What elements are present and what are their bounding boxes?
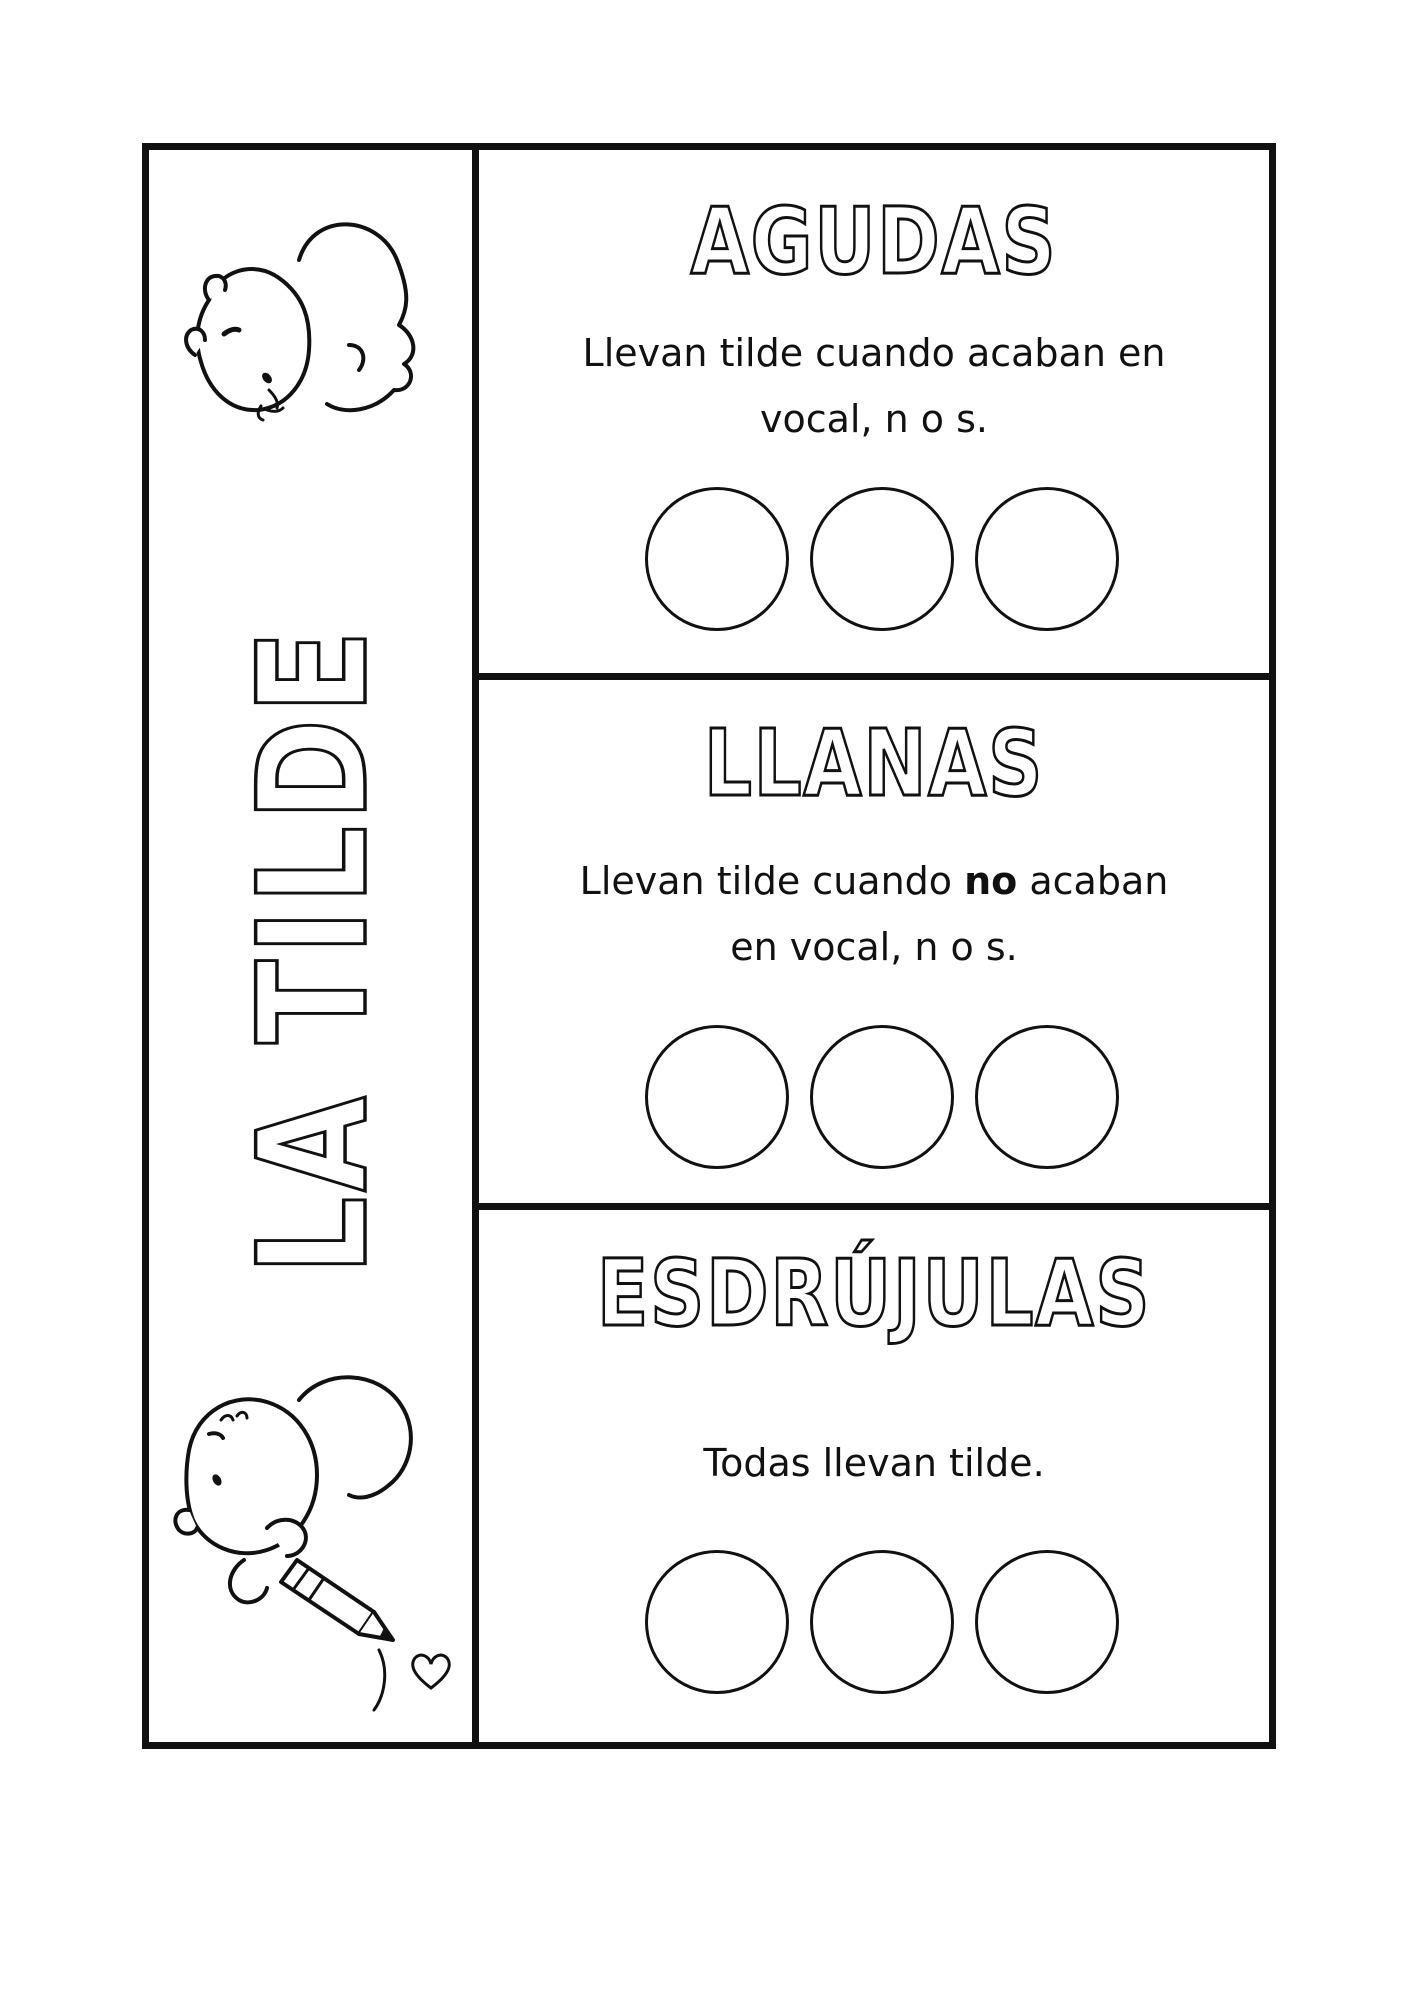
bear-top-icon <box>149 150 479 480</box>
section-rule: Todas llevan tilde. <box>703 1441 1045 1485</box>
answer-circles <box>479 1550 1269 1700</box>
section-rule: Llevan tilde cuando no acaban en vocal, n o s. <box>579 859 1169 969</box>
section-rule: Llevan tilde cuando acaban en vocal, n o s. <box>582 331 1166 441</box>
answer-circle[interactable] <box>645 1550 789 1694</box>
section-heading: AGUDAS <box>690 188 1058 295</box>
section-esdrujulas <box>479 1210 1269 1742</box>
section-agudas <box>479 150 1269 680</box>
section-heading: LLANAS <box>703 710 1045 817</box>
answer-circles <box>479 1025 1269 1175</box>
answer-circles <box>479 487 1269 637</box>
answer-circle[interactable] <box>975 487 1119 631</box>
sidebar: LA TILDE <box>149 150 479 1742</box>
answer-circle[interactable] <box>810 1025 954 1169</box>
answer-circle[interactable] <box>810 487 954 631</box>
section-heading: ESDRÚJULAS <box>596 1240 1152 1347</box>
answer-circle[interactable] <box>975 1025 1119 1169</box>
answer-circle[interactable] <box>975 1550 1119 1694</box>
answer-circle[interactable] <box>810 1550 954 1694</box>
answer-circle[interactable] <box>645 487 789 631</box>
section-llanas <box>479 680 1269 1210</box>
worksheet-frame <box>142 143 1276 1749</box>
answer-circle[interactable] <box>645 1025 789 1169</box>
heart-doodle-icon <box>401 1640 461 1700</box>
main-content <box>479 150 1269 1742</box>
